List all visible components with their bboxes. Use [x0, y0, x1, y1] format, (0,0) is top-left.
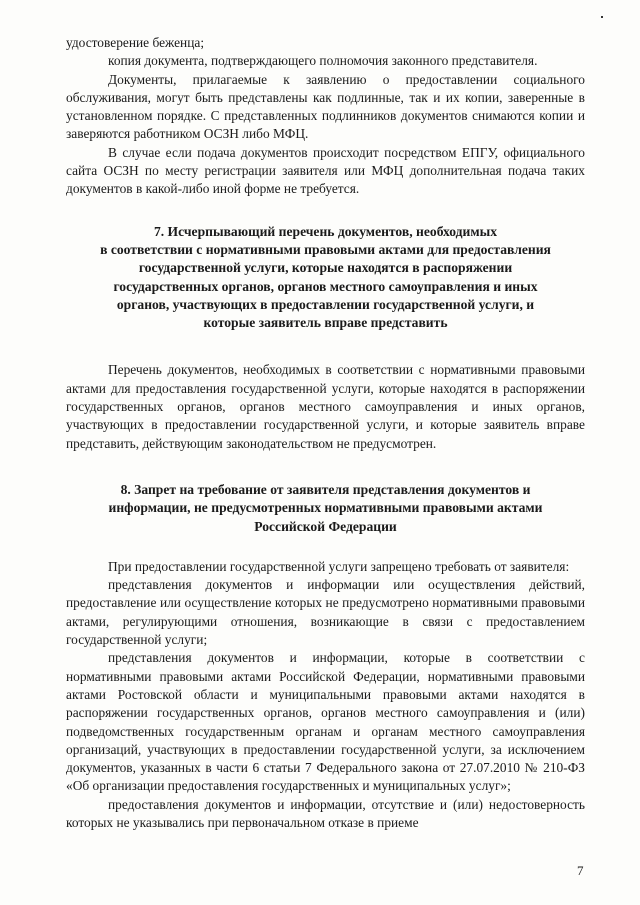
- paragraph-section-7: Перечень документов, необходимых в соответствии с нормативными правовыми актами для предоставления государственной услуги, которые находятся в распоряжении государственных органов, органов местного самоуправления и иных органов, участвующих в предоставлении государственной услуги, и которые заявитель вправе представить, действующим законодательством не предусмотрен.: [66, 362, 585, 451]
- heading-line: которые заявитель вправе представить: [203, 315, 448, 331]
- paragraph-prohibition-3: предоставления документов и информации, отсутствие и (или) недостоверность которых не указывались при первоначальном отказе в приеме: [66, 796, 585, 830]
- paragraph-prohibition-intro: При предоставлении государственной услуги запрещено требовать от заявителя:: [108, 558, 570, 574]
- paragraph-refugee-certificate: удостоверение беженца;: [66, 35, 205, 50]
- paragraph-prohibition-2: представления документов и информации, которые в соответствии с нормативными правовыми актами Российской Федерации, нормативными правовыми актами Ростовской области и муниципальными правовыми актами находятся в распоряжении государственных органов, органов местного самоуправления и (или) подведомственных государственным органам и органам местного самоуправления организаций, участвующих в предоставлении государственной услуги, за исключением документов, указанных в части 6 статьи 7 Федерального закона от 27.07.2010 № 210-ФЗ «Об организации предоставления государственных и муниципальных услуг»;: [66, 650, 585, 794]
- heading-line: Российской Федерации: [254, 518, 397, 534]
- paragraph-documents-copies: Документы, прилагаемые к заявлению о предоставлении социального обслуживания, могут быть представлены как подлинные, так и их копии, заверенные в установленном порядке. С представленных подлинников документов снимаются копии и заверяются работником ОСЗН либо МФЦ.: [66, 71, 585, 142]
- paragraph-representative-copy: копия документа, подтверждающего полномочия законного представителя.: [108, 53, 538, 69]
- heading-line: государственных органов, органов местного самоуправления и иных: [113, 278, 538, 294]
- heading-line: государственной услуги, которые находятся в распоряжении: [138, 260, 513, 276]
- scan-speck: [601, 16, 603, 18]
- heading-line: 7. Исчерпывающий перечень документов, необходимых: [153, 223, 498, 239]
- heading-line: органов, участвующих в предоставлении государственной услуги, и: [116, 296, 535, 312]
- heading-line: информации, не предусмотренных нормативными правовыми актами: [108, 500, 543, 516]
- paragraph-prohibition-1: представления документов и информации или осуществления действий, предоставление или осуществление которых не предусмотрено нормативными правовыми актами, регулирующими отношения, возникающие в связи с предоставлением государственной услуги;: [66, 577, 585, 648]
- page-number: 7: [577, 863, 584, 878]
- paragraph-epgu-submission: В случае если подача документов происходит посредством ЕПГУ, официального сайта ОСЗН по месту регистрации заявителя или МФЦ дополнительная подача таких документов в какой-либо иной форме не требуется.: [66, 144, 585, 197]
- heading-line: 8. Запрет на требование от заявителя представления документов и: [120, 481, 531, 497]
- section-8-heading: [66, 481, 585, 536]
- section-7-heading: [66, 223, 585, 333]
- heading-line: в соответствии с нормативными правовыми актами для предоставления: [100, 241, 551, 257]
- page-body: [66, 34, 585, 832]
